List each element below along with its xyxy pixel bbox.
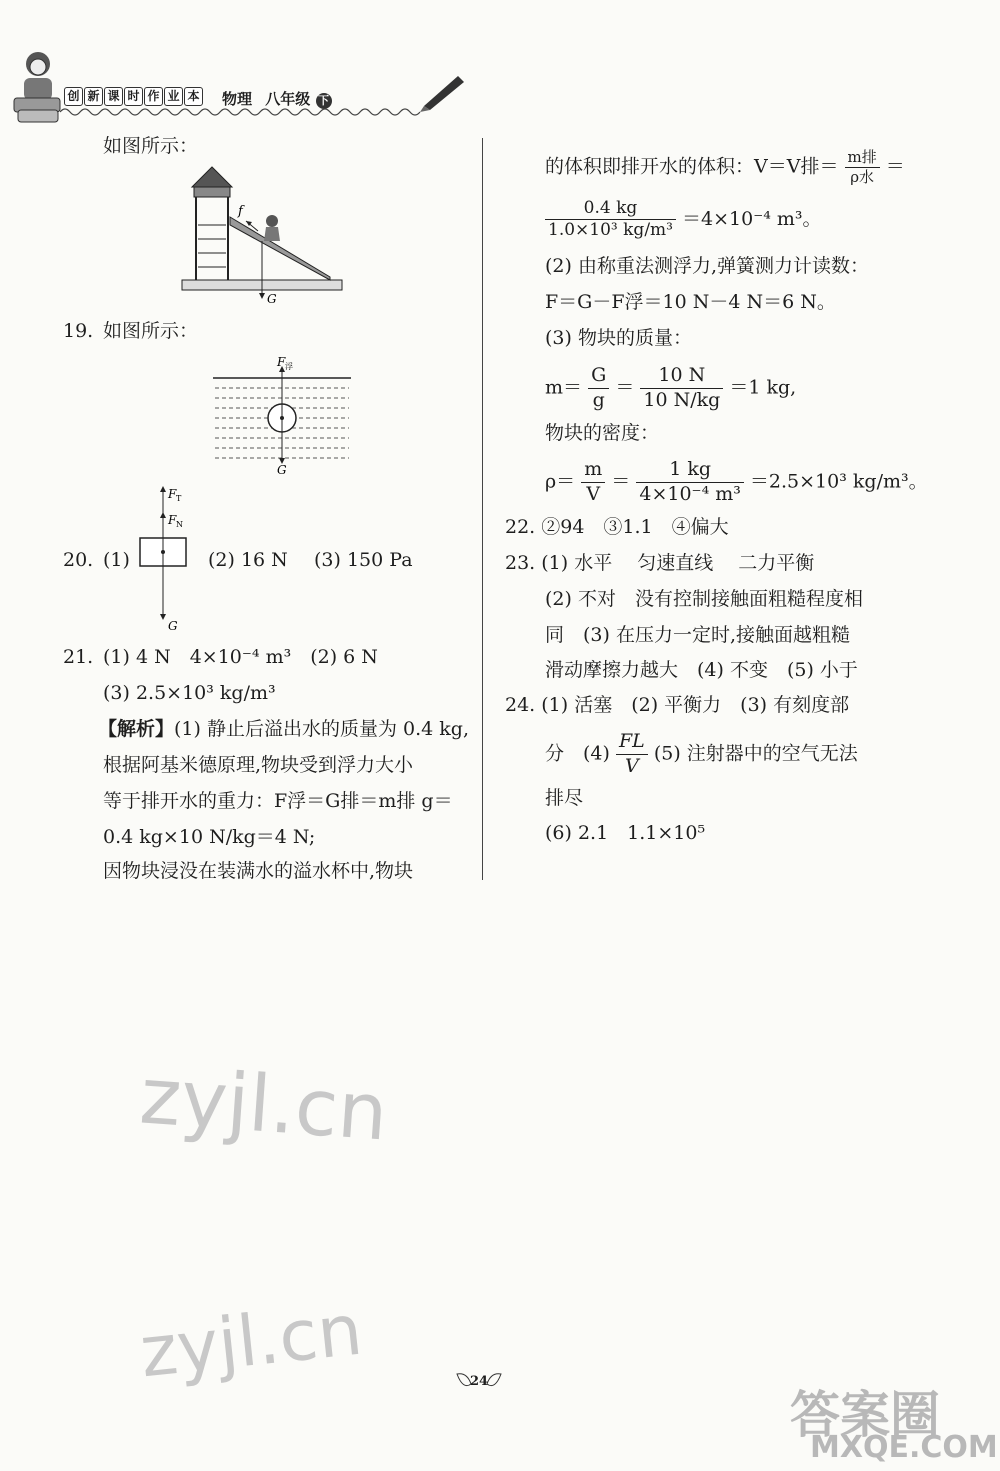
q24-line: 排尽	[545, 787, 584, 809]
analysis-line: (1) 静止后溢出水的质量为 0.4 kg,	[174, 718, 469, 740]
fraction: $\frac{1 kg}{\text{4×10⁻⁴ m³}}$	[636, 458, 744, 507]
right-line-1: 的体积即排开水的体积：V＝V排＝ $\frac{\text{m排}}{\text{ρ水}}$ ＝	[545, 148, 905, 186]
right-line: F＝G－F浮＝10 N－4 N＝6 N。	[545, 291, 836, 313]
q20-part3: (3) 150 Pa	[314, 549, 413, 571]
block-force-figure	[135, 480, 195, 635]
q21-line1: (1) 4 N 4×10⁻⁴ m³ (2) 6 N	[103, 646, 378, 668]
column-divider	[482, 138, 483, 880]
watermark: zyjl.cn	[137, 1051, 391, 1159]
q22-line: 22. ②94 ③1.1 ④偏大	[505, 516, 729, 538]
slide-figure	[180, 165, 350, 305]
normal-force-label: F	[168, 513, 177, 527]
pencil-icon	[418, 70, 468, 112]
q23-line: 23. (1) 水平 匀速直线 二力平衡	[505, 552, 815, 574]
equation-text: 的体积即排开水的体积：V＝V排＝	[545, 155, 839, 178]
series-char: 作	[144, 87, 163, 106]
friction-label: f	[238, 204, 243, 219]
volume-badge: 下	[316, 93, 332, 109]
buoyancy-subscript: 浮	[285, 362, 293, 371]
q21-analysis	[98, 718, 469, 742]
grade-label: 八年级	[265, 90, 311, 108]
q24-line: (6) 2.1 1.1×10⁵	[545, 822, 706, 844]
q23-line: 滑动摩擦力越大 (4) 不变 (5) 小于	[545, 659, 858, 681]
q21-line2: (3) 2.5×10³ kg/m³	[103, 682, 276, 704]
right-line: (2) 由称重法测浮力,弹簧测力计读数：	[545, 255, 869, 277]
series-char: 创	[64, 87, 83, 106]
q20-number: 20.	[63, 549, 94, 571]
analysis-line: 0.4 kg×10 N/kg＝4 N;	[103, 826, 316, 848]
q19-text: 如图所示：	[103, 320, 199, 342]
buoyancy-label: F	[277, 355, 286, 369]
analysis-line: 等于排开水的重力：F浮＝G排＝m排 g＝	[103, 790, 453, 812]
page-number-badge	[455, 1370, 503, 1396]
q20-part1: (1)	[103, 549, 130, 571]
mass-equation: m＝ $\frac{G}{g}$ ＝ $\frac{10 N}{10 N/kg}$ ＝1 kg,	[545, 364, 797, 411]
q19-number: 19.	[63, 320, 94, 342]
watermark: 答案圈	[790, 1386, 940, 1444]
right-line: (3) 物块的质量：	[545, 327, 692, 349]
fraction: $\frac{m}{V}$	[581, 458, 605, 507]
buoyancy-figure	[205, 350, 355, 480]
right-line-2: $\frac{0.4 kg}{\text{1.0×10³ kg/m³}}$ ＝4×10⁻⁴ m³。	[545, 198, 822, 242]
fraction: $\frac{\text{m排}}{\text{ρ水}}$	[845, 148, 880, 187]
fraction: $\frac{FL}{V}$	[616, 730, 648, 779]
right-line: 物块的密度：	[545, 422, 660, 444]
q24-line: 24. (1) 活塞 (2) 平衡力 (3) 有刻度部	[505, 694, 850, 716]
series-char: 时	[124, 87, 143, 106]
analysis-tag: 【解析】	[98, 718, 175, 740]
gravity-label: G	[168, 619, 178, 633]
series-char: 本	[184, 87, 203, 106]
series-char: 新	[84, 87, 103, 106]
subject-label: 物理	[222, 90, 253, 108]
watermark: zyjl.cn	[136, 1288, 366, 1394]
normal-force-subscript: N	[176, 520, 183, 529]
analysis-line: 因物块浸没在装满水的溢水杯中,物块	[103, 860, 414, 882]
tension-subscript: T	[176, 494, 182, 503]
gravity-label: G	[277, 463, 287, 477]
q23-line: (2) 不对 没有控制接触面粗糙程度相	[545, 588, 863, 610]
series-char: 业	[164, 87, 183, 106]
q21-number: 21.	[63, 646, 94, 668]
fraction: $\frac{0.4 kg}{\text{1.0×10³ kg/m³}}$	[545, 198, 676, 242]
q20-part2: (2) 16 N	[208, 549, 288, 571]
series-char: 课	[104, 87, 123, 106]
gravity-label: G	[267, 292, 277, 305]
header-mascot-icon	[10, 48, 66, 126]
page-number: 24	[469, 1374, 489, 1389]
q23-line: 同 (3) 在压力一定时,接触面越粗糙	[545, 624, 850, 646]
fraction: $\frac{G}{g}$	[588, 364, 609, 413]
analysis-line: 根据阿基米德原理,物块受到浮力大小	[103, 754, 414, 776]
fraction: $\frac{10 N}{10 N/kg}$	[640, 364, 723, 413]
watermark: MXQE.COM	[810, 1430, 998, 1465]
intro-text: 如图所示：	[103, 135, 199, 157]
header-wavy-line	[60, 100, 480, 120]
density-equation: ρ＝ $\frac{m}{V}$ ＝ $\frac{1 kg}{\text{4×10⁻⁴ m³}}$ ＝2.5×10³ kg/m³。	[545, 458, 928, 505]
tension-label: F	[168, 487, 177, 501]
q24-line: 分 (4) $\frac{FL}{V}$ (5) 注射器中的空气无法	[545, 730, 858, 777]
